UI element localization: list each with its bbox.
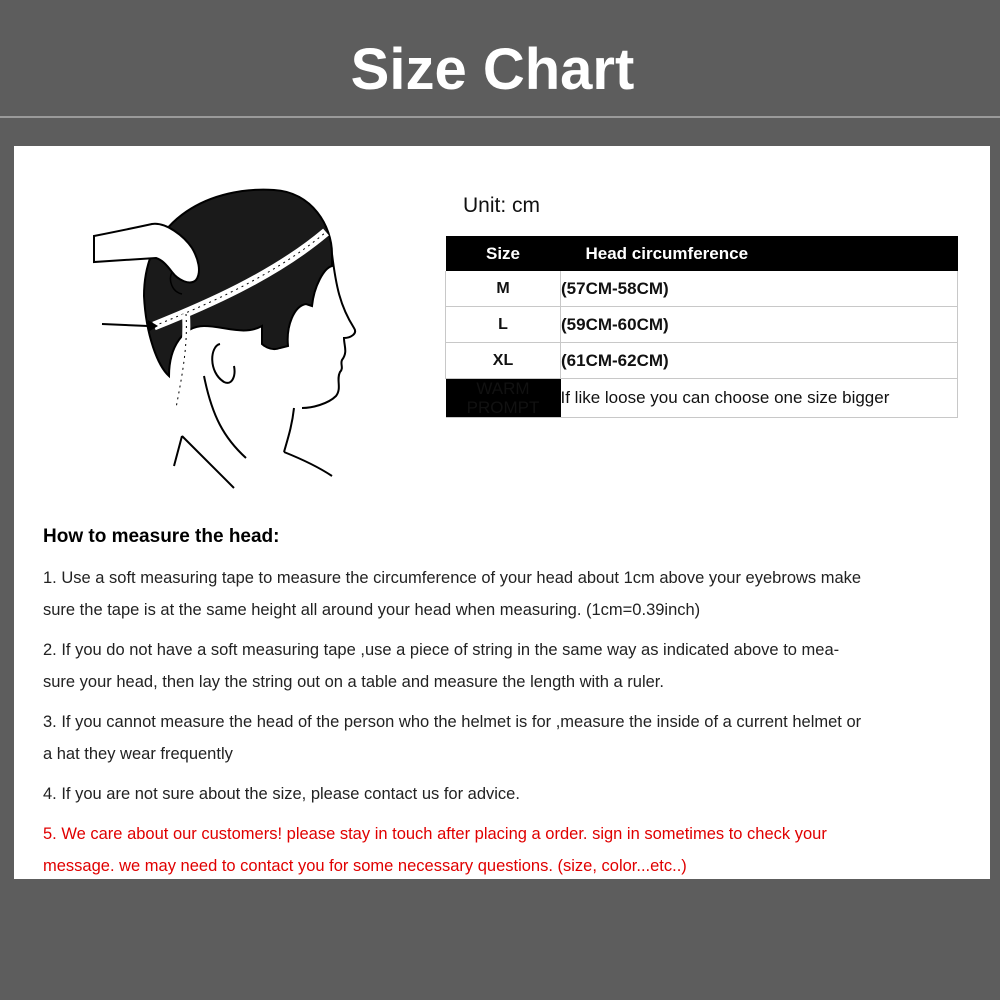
instruction-line: 1. Use a soft measuring tape to measure the circumference of your head about 1cm above your eyebrows make xyxy=(43,569,862,587)
unit-label: Unit: cm xyxy=(463,194,541,217)
instructions-heading: How to measure the head: xyxy=(43,526,280,547)
head-measurement-illustration xyxy=(74,176,374,496)
instruction-step xyxy=(43,706,978,770)
circumference-cell: (61CM-62CM) xyxy=(561,343,958,379)
instruction-step xyxy=(43,634,978,698)
size-cell: L xyxy=(446,307,561,343)
size-table-header-row xyxy=(446,236,958,271)
instruction-line: 3. If you cannot measure the head of the person who the helmet is for ,measure the inside of a current helmet or xyxy=(43,713,862,731)
warm-prompt-text: If like loose you can choose one size bigger xyxy=(561,379,958,418)
table-row xyxy=(446,307,958,343)
instruction-line: sure the tape is at the same height all around your head when measuring. (1cm=0.39inch) xyxy=(43,601,701,619)
column-header-size: Size xyxy=(446,236,561,271)
instruction-line: a hat they wear frequently xyxy=(43,745,233,763)
customer-care-note xyxy=(43,818,978,882)
note-line: 5. We care about our customers! please stay in touch after placing a order. sign in sometimes to check your xyxy=(43,825,827,843)
size-chart-card xyxy=(14,146,990,879)
size-cell: XL xyxy=(446,343,561,379)
table-row xyxy=(446,343,958,379)
instruction-line: sure your head, then lay the string out on a table and measure the length with a ruler. xyxy=(43,673,664,691)
warm-prompt-label-line2: PROMPT xyxy=(466,398,540,417)
header-bar xyxy=(0,0,1000,118)
page-title: Size Chart xyxy=(350,37,635,102)
size-cell: M xyxy=(446,271,561,307)
instruction-line: 4. If you are not sure about the size, please contact us for advice. xyxy=(43,785,520,803)
circumference-cell: (57CM-58CM) xyxy=(561,271,958,307)
size-table xyxy=(445,236,958,418)
table-row xyxy=(446,271,958,307)
instruction-step xyxy=(43,778,978,810)
instruction-step xyxy=(43,562,978,626)
warm-prompt-label-line1: WARM xyxy=(476,379,530,398)
note-line: message. we may need to contact you for some necessary questions. (size, color...etc..) xyxy=(43,857,687,875)
warm-prompt-row xyxy=(446,379,958,418)
circumference-cell: (59CM-60CM) xyxy=(561,307,958,343)
instruction-line: 2. If you do not have a soft measuring tape ,use a piece of string in the same way as indicated above to mea- xyxy=(43,641,840,659)
measurement-instructions xyxy=(43,526,978,890)
warm-prompt-label xyxy=(446,379,561,418)
column-header-head-circumference: Head circumference xyxy=(561,236,958,271)
